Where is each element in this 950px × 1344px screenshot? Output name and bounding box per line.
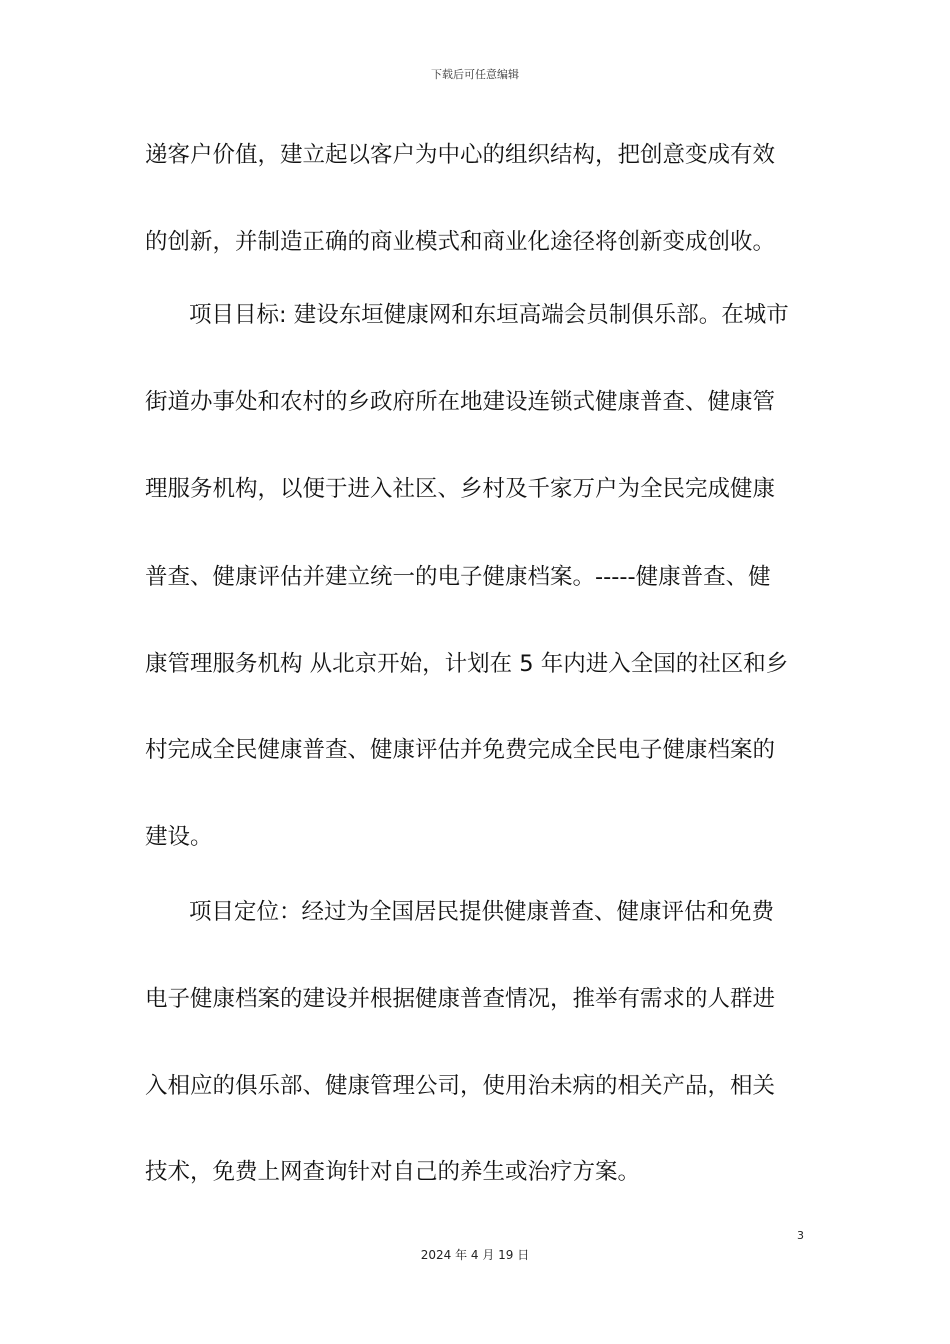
paragraph-line: 项目定位：经过为全国居民提供健康普查、健康评估和免费 bbox=[189, 899, 775, 925]
page-number: 3 bbox=[797, 1229, 804, 1242]
paragraph-line: 普查、健康评估并建立统一的电子健康档案。-----健康普查、健 bbox=[145, 564, 771, 590]
paragraph-line: 村完成全民健康普查、健康评估并免费完成全民电子健康档案的 bbox=[145, 737, 776, 763]
paragraph-line: 理服务机构，以便于进入社区、乡村及千家万户为全民完成健康 bbox=[145, 476, 776, 502]
paragraph-line: 建设。 bbox=[145, 824, 213, 850]
paragraph-line: 递客户价值，建立起以客户为中心的组织结构，把创意变成有效 bbox=[145, 142, 776, 168]
page-header: 下载后可任意编辑 bbox=[431, 68, 519, 81]
paragraph-line: 技术，免费上网查询针对自己的养生或治疗方案。 bbox=[145, 1159, 641, 1185]
paragraph-line: 电子健康档案的建设并根据健康普查情况，推举有需求的人群进 bbox=[145, 986, 776, 1012]
footer-date: 2024 年 4 月 19 日 bbox=[420, 1248, 530, 1262]
paragraph-line: 街道办事处和农村的乡政府所在地建设连锁式健康普查、健康管 bbox=[145, 389, 776, 415]
paragraph-line: 项目目标: 建设东垣健康网和东垣高端会员制俱乐部。在城市 bbox=[189, 302, 789, 328]
paragraph-line: 康管理服务机构 从北京开始，计划在 5 年内进入全国的社区和乡 bbox=[145, 651, 789, 677]
paragraph-line: 入相应的俱乐部、健康管理公司，使用治未病的相关产品，相关 bbox=[145, 1073, 776, 1099]
paragraph-line: 的创新，并制造正确的商业模式和商业化途径将创新变成创收。 bbox=[145, 229, 776, 255]
